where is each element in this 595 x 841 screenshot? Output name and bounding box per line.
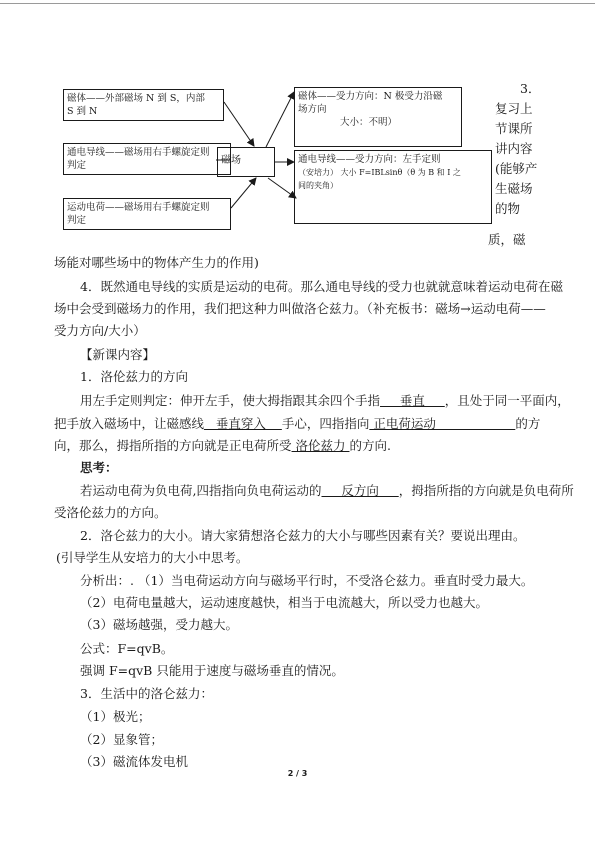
box-wire-force: 通电导线——受力方向：左手定则 （安培力） 大小 F=IBLsinθ（θ 为 B 和 I 之 间的夹角） — [294, 150, 492, 224]
example-item: （1）极光； — [80, 709, 151, 724]
side-text-line: 质，磁 — [488, 232, 526, 247]
center-box-magnetic-field: 磁场 — [217, 147, 275, 177]
think-line: 受洛伦兹力的方向。 — [54, 505, 167, 520]
blank-answer: 垂直 — [380, 393, 445, 408]
arrow-magnet-to-field — [224, 102, 254, 146]
guide-note: (引导学生从安培力的大小中思考。 — [56, 550, 249, 565]
arrow-field-to-magnet-force — [266, 92, 294, 147]
analysis-line: 分析出：. （1）当电荷运动方向与磁场平行时，不受洛仑兹力。垂直时受力最大。 — [80, 573, 534, 588]
left-hand-rule-line: 向，那么，拇指所指的方向就是正电荷所受 洛伦兹力 的方向. — [54, 438, 391, 453]
side-text-line: 节课所 — [495, 121, 533, 136]
arrow-charge-to-field — [231, 178, 256, 208]
blank-answer: 正电荷运动 — [369, 416, 516, 431]
section-heading-new-content: 【新课内容】 — [80, 347, 156, 362]
box-charge-field: 运动电荷——磁场用右手螺旋定则 判定 — [63, 198, 231, 230]
think-line: 若运动电荷为负电荷,四指指向负电荷运动的 反方向 ，拇指所指的方向就是负电荷所 — [80, 483, 574, 498]
side-text-line: (能够产 — [495, 161, 538, 176]
side-text-line: 讲内容 — [495, 141, 533, 156]
think-heading: 思考： — [80, 460, 118, 475]
blank-answer: 反方向 — [321, 483, 399, 498]
example-item: （3）磁流体发电机 — [80, 754, 188, 769]
section-heading-magnitude: 2．洛仑兹力的大小。请大家猜想洛仑兹力的大小与哪些因素有关？要说出理由。 — [80, 528, 526, 543]
paragraph-4-line: 场中会受到磁场力的作用，我们把这种力叫做洛仑兹力。（补充板书：磁场→运动电荷—— — [54, 301, 546, 316]
side-text-line: 生磁场 — [495, 181, 533, 196]
side-text-line: 复习上 — [495, 101, 533, 116]
side-text-line: 3． — [520, 81, 541, 96]
formula-line: 公式：F=qvB。 — [80, 641, 174, 656]
paragraph-4-line: 4．既然通电导线的实质是运动的电荷。那么通电导线的受力也就就意味着运动电荷在磁 — [80, 279, 563, 294]
arrow-field-to-charge-force — [268, 178, 296, 198]
analysis-line: （3）磁场越强，受力越大。 — [80, 617, 238, 632]
side-text-line: 的物 — [495, 201, 521, 216]
example-item: （2）显象管； — [80, 732, 163, 747]
blank-answer: 垂直穿入 — [204, 416, 282, 431]
analysis-line: （2）电荷电量越大，运动速度越快，相当于电流越大，所以受力也越大。 — [80, 595, 488, 610]
box-magnet-field: 磁体——外部磁场 N 到 S，内部 S 到 N — [63, 89, 224, 121]
box-wire-field: 通电导线——磁场用右手螺旋定则 判定 — [63, 143, 231, 175]
blank-answer: 洛伦兹力 — [291, 438, 350, 453]
page-number: 2 / 3 — [287, 769, 308, 778]
paragraph-4-line: 受力方向/大小） — [54, 323, 146, 338]
left-hand-rule-line: 把手放入磁场中，让磁感线 垂直穿入 手心，四指指向 正电荷运动 的方 — [54, 416, 541, 431]
emphasis-line: 强调 F=qvB 只能用于速度与磁场垂直的情况。 — [80, 663, 344, 678]
section-heading-life: 3．生活中的洛仑兹力： — [80, 686, 213, 701]
section-heading-direction: 1．洛伦兹力的方向 — [80, 369, 188, 384]
left-hand-rule-line: 用左手定则判定：伸开左手，使大拇指跟其余四个手指 垂直 ，且处于同一平面内， — [80, 393, 570, 408]
body-line: 场能对哪些场中的物体产生力的作用) — [54, 255, 259, 270]
box-magnet-force: 磁体——受力方向：N 极受力沿磁 场方向 大小：不明） — [294, 87, 462, 147]
